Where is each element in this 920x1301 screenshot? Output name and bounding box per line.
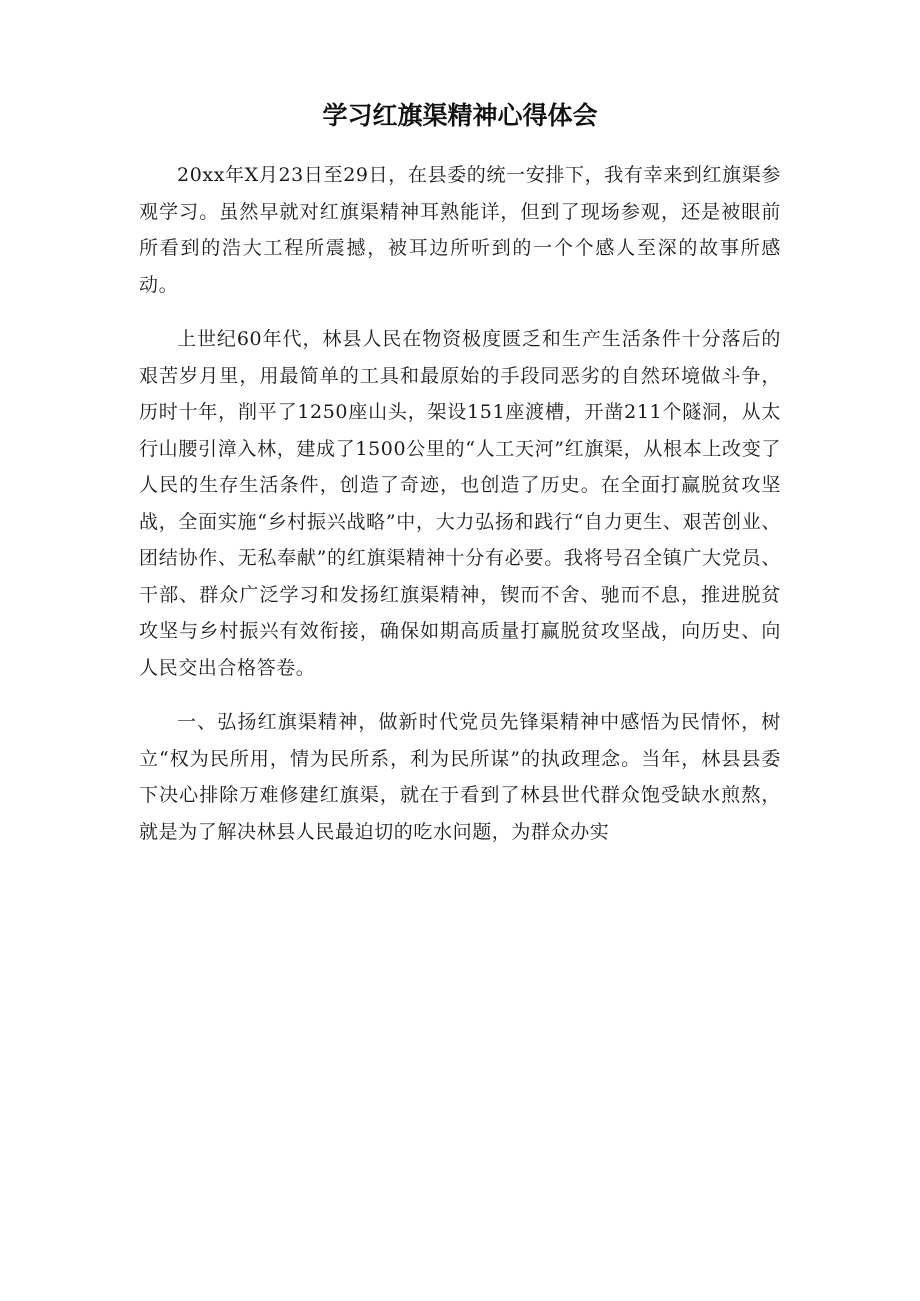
document-title: 学习红旗渠精神心得体会 <box>322 101 598 130</box>
paragraph-3: 一、弘扬红旗渠精神，做新时代党员先锋渠精神中感悟为民情怀，树立“权为民所用，情为民所系，利为民所谋”的执政理念。当年，林县县委下决心排除万难修建红旗渠，就在于看到了林县世代群众饱受缺水煎熬，就是为了解决林县人民最迫切的吃水问题，为群众办实 <box>139 711 781 843</box>
paragraph-1: 20xx年X月23日至29日，在县委的统一安排下，我有幸来到红旗渠参观学习。虽然早就对红旗渠精神耳熟能详，但到了现场参观，还是被眼前所看到的浩大工程所震撼，被耳边所听到的一个个感人至深的故事所感动。 <box>139 164 781 296</box>
paragraph-2: 上世纪60年代，林县人民在物资极度匮乏和生产生活条件十分落后的艰苦岁月里，用最简单的工具和最原始的手段同恶劣的自然环境做斗争，历时十年，削平了1250座山头，架设151座渡槽，开凿211个隧洞，从太行山腰引漳入林，建成了1500公里的“人工天河”红旗渠，从根本上改变了人民的生存生活条件，创造了奇迹，也创造了历史。在全面打赢脱贫攻坚战，全面实施“乡村振兴战略”中，大力弘扬和践行“自力更生、艰苦创业、团结协作、无私奉献”的红旗渠精神十分有必要。我将号召全镇广大党员、干部、群众广泛学习和发扬红旗渠精神，锲而不舍、驰而不息，推进脱贫攻坚与乡村振兴有效衔接，确保如期高质量打赢脱贫攻坚战，向历史、向人民交出合格答卷。 <box>139 328 781 679</box>
document-body <box>139 157 781 850</box>
